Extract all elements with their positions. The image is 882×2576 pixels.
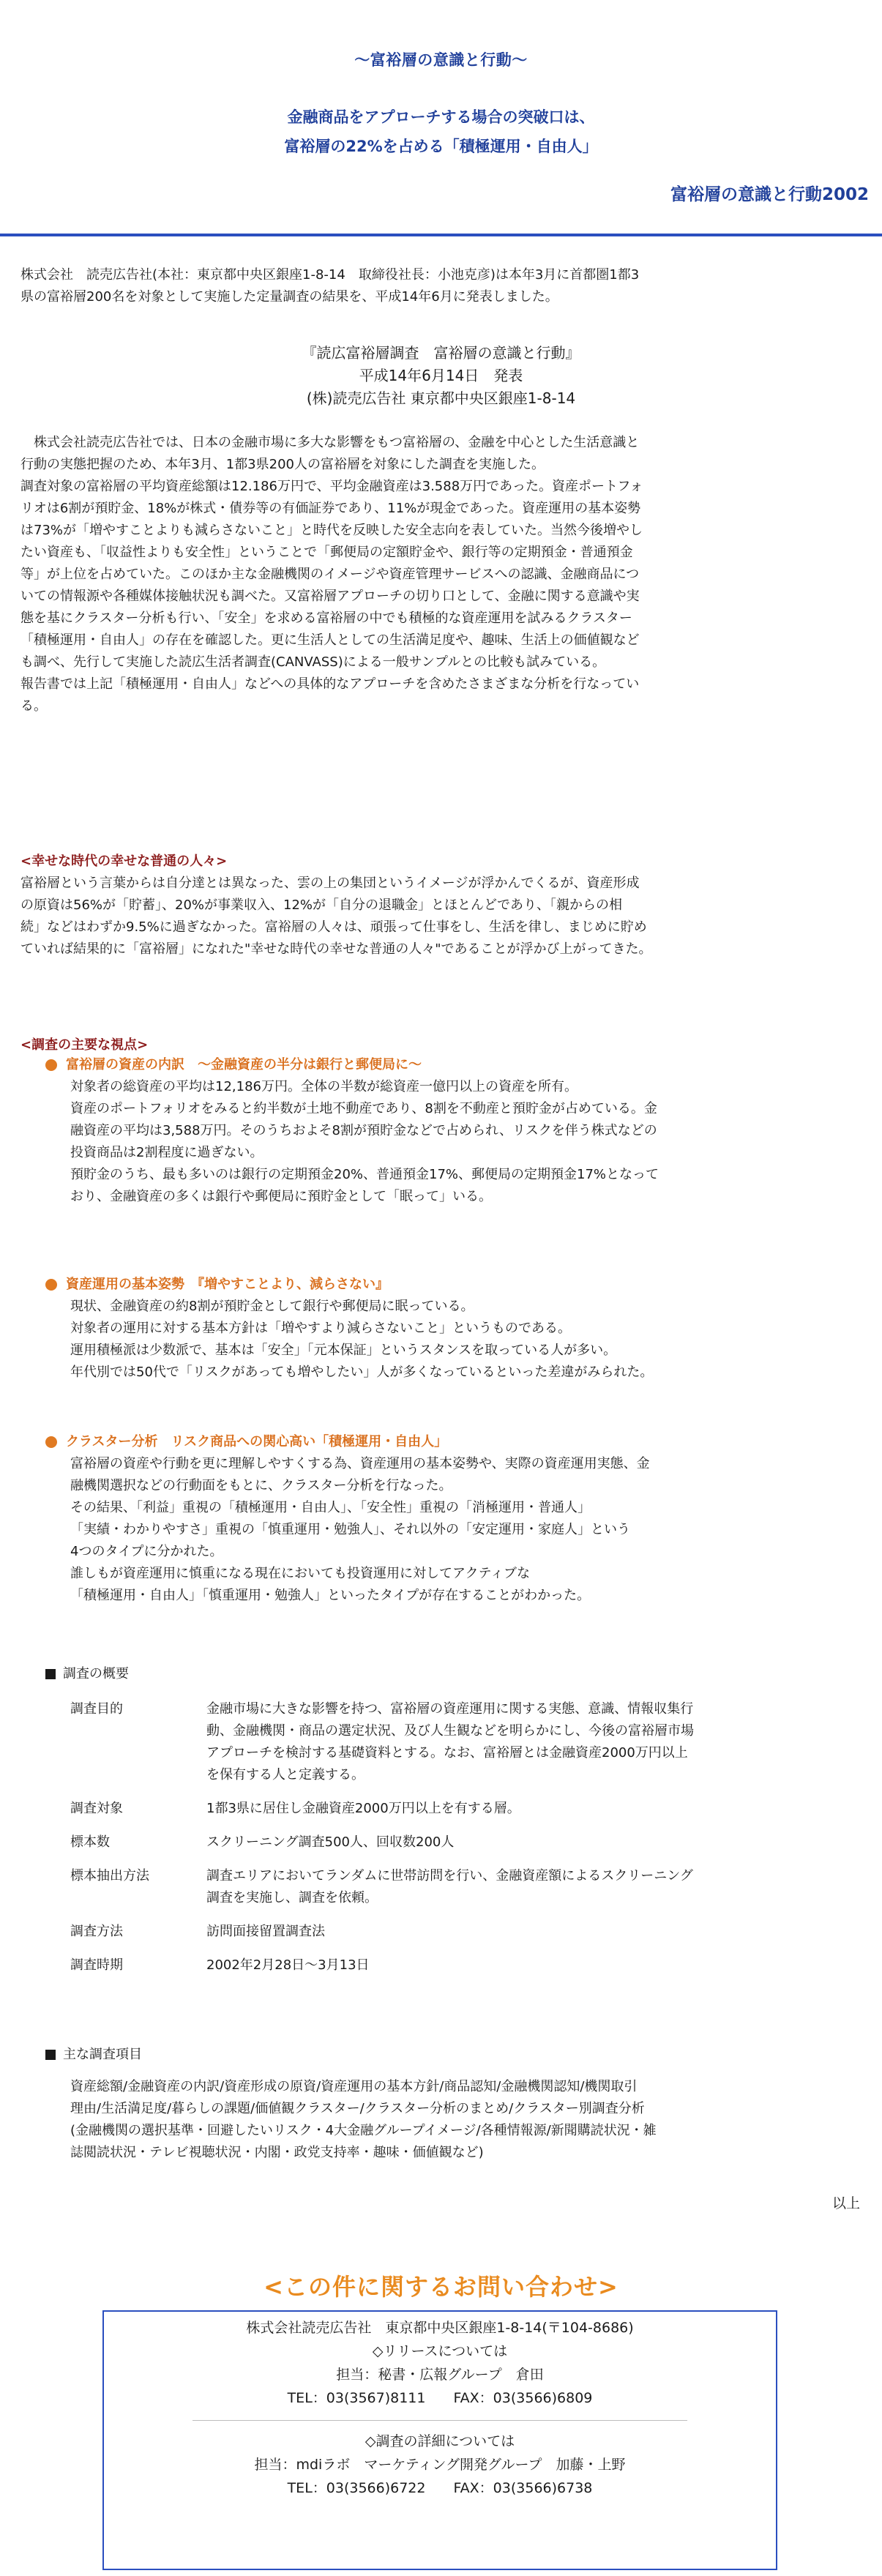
- items-heading: [45, 2044, 858, 2066]
- paragraph-line: 運用積極派は少数派で、基本は「安全」「元本保証」というスタンスを取っている人が多い。: [70, 1343, 617, 1358]
- headline-line-2: 富裕層の22%を占める「積極運用・自由人」: [284, 138, 598, 155]
- paragraph-line: 投資商品は2割程度に過ぎない。: [70, 1145, 264, 1160]
- paragraph-line: 誌閲読状況・テレビ視聴状況・内閣・政党支持率・趣味・価値観など): [70, 2145, 484, 2160]
- summary-row: [70, 1955, 858, 1976]
- viewpoint-title: [45, 1431, 858, 1453]
- contact-company: 株式会社読売広告社 東京都中央区銀座1-8-14(〒104-8686): [246, 2320, 634, 2336]
- paragraph-line: 報告書では上記「積極運用・自由人」などへの具体的なアプローチを含めたさまざまな分析を行なってい: [20, 676, 640, 692]
- paragraph-line: 理由/生活満足度/暮らしの課題/価値観クラスター/クラスター分析のまとめ/クラスター別調査分析: [70, 2101, 645, 2116]
- summary-label: 調査時期: [70, 1957, 123, 1973]
- paragraph-line: の原資は56%が「貯蓄」、20%が事業収入、12%が「自分の退職金」とほとんどであり、「親からの相: [20, 897, 623, 913]
- main-paragraph: [20, 432, 862, 717]
- paragraph-line: ていれば結果的に「富裕層」になれた"幸せな時代の幸せな普通の人々"であることが浮かび上がってきた。: [20, 941, 652, 957]
- paragraph-line: たい資産も、「収益性よりも安全性」ということで「郵便局の定額貯金や、銀行等の定期預金・普通預金: [20, 545, 633, 560]
- summary-value-line: 動、金融機関・商品の選定状況、及び人生観などを明らかにし、今後の富裕層市場: [206, 1723, 694, 1739]
- paragraph-line: は73%が「増やすことよりも減らさないこと」と時代を反映した安全志向を表していた。当然今後増やし: [20, 523, 643, 538]
- items-text: [70, 2076, 858, 2164]
- summary-row: [70, 1865, 858, 1909]
- release-title: 『読広富裕層調査 富裕層の意識と行動』: [302, 344, 580, 362]
- survey-items: [45, 2044, 858, 2164]
- closing-mark: 以上: [831, 2195, 860, 2211]
- summary-value-line: 調査を実施し、調査を依頼。: [206, 1890, 378, 1905]
- summary-value: [206, 1832, 858, 1853]
- bullet-dot-icon: [45, 1059, 57, 1071]
- viewpoint-title: [45, 1274, 858, 1296]
- square-bullet-icon: [45, 2050, 56, 2060]
- contact-release-tel: TEL：03(3567)8111 FAX：03(3566)6809: [287, 2390, 593, 2406]
- summary-value-line: 金融市場に大きな影響を持つ、富裕層の資産運用に関する実態、意識、情報収集行: [206, 1701, 694, 1717]
- headline-line-1: 金融商品をアプローチする場合の突破口は、: [287, 108, 595, 126]
- viewpoint-assets: [45, 1054, 858, 1208]
- viewpoint-title: [45, 1054, 858, 1076]
- summary-row: [70, 1832, 858, 1853]
- paragraph-line: 融資産の平均は3,588万円。そのうちおよそ8割が預貯金などで占められ、リスクを伴う株式などの: [70, 1123, 657, 1138]
- summary-label: 標本抽出方法: [70, 1868, 149, 1884]
- summary-value-line: 調査エリアにおいてランダムに世帯訪問を行い、金融資産額によるスクリーニング: [206, 1868, 693, 1884]
- summary-value-line: 訪問面接留置調査法: [206, 1924, 325, 1939]
- viewpoint-body: [45, 1296, 858, 1384]
- bullet-dot-icon: [45, 1279, 57, 1291]
- paragraph-line: 誰しもが資産運用に慎重になる現在においても投資運用に対してアクティブな: [70, 1566, 531, 1581]
- paragraph-line: 現状、金融資産の約8割が預貯金として銀行や郵便局に眠っている。: [70, 1299, 474, 1314]
- square-bullet-icon: [45, 1669, 56, 1679]
- paragraph-line: 株式会社読売広告社では、日本の金融市場に多大な影響をもつ富裕層の、金融を中心とした生活意識と: [20, 435, 640, 450]
- paragraph-line: 対象者の運用に対する基本方針は「増やすより減らさないこと」というものである。: [70, 1321, 571, 1336]
- paragraph-line: 富裕層の資産や行動を更に理解しやすくする為、資産運用の基本姿勢や、実際の資産運用実態、金: [70, 1456, 650, 1471]
- paragraph-line: 資産のポートフォリオをみると約半数が土地不動産であり、8割を不動産と預貯金が占めている。金: [70, 1101, 657, 1116]
- viewpoint-cluster: [45, 1431, 858, 1607]
- summary-heading-text: 調査の概要: [63, 1666, 129, 1681]
- intro-line: 県の富裕層200名を対象として実施した定量調査の結果を、平成14年6月に発表しました。: [20, 289, 558, 305]
- bullet-dot-icon: [45, 1436, 57, 1448]
- report-title: 富裕層の意識と行動2002: [670, 185, 869, 204]
- contact-detail-tel: TEL：03(3566)6722 FAX：03(3566)6738: [287, 2480, 593, 2496]
- summary-label: 調査目的: [70, 1701, 123, 1717]
- section-heading-happy-people: <幸せな時代の幸せな普通の人々>: [20, 854, 228, 869]
- kicker-title: 〜富裕層の意識と行動〜: [354, 51, 528, 69]
- contact-inner: [104, 2312, 776, 2500]
- summary-table: [70, 1698, 858, 1976]
- paragraph-line: 等」が上位を占めていた。このほか主な金融機関のイメージや資産管理サービスへの認識、金融商品につ: [20, 567, 640, 582]
- paragraph-line: 行動の実態把握のため、本年3月、1都3県200人の富裕層を対象にした調査を実施した。: [20, 457, 545, 472]
- contact-detail-head: ◇調査の詳細については: [365, 2433, 515, 2449]
- viewpoint-title-text: 富裕層の資産の内訳 〜金融資産の半分は銀行と郵便局に〜: [66, 1057, 422, 1072]
- intro-line: 株式会社 読売広告社(本社：東京都中央区銀座1-8-14 取締役社長：小池克彦)は本年3月に首都圏1都3: [20, 267, 640, 283]
- summary-row: [70, 1698, 858, 1786]
- paragraph-line: リオは6割が預貯金、18%が株式・債券等の有価証券であり、11%が現金であった。資産運用の基本姿勢: [20, 501, 641, 516]
- viewpoint-title-text: 資産運用の基本姿勢 『増やすことより、減らさない』: [66, 1277, 389, 1292]
- summary-label: 調査方法: [70, 1924, 123, 1939]
- paragraph-line: 対象者の総資産の平均は12,186万円。全体の半数が総資産一億円以上の資産を所有。: [70, 1079, 578, 1094]
- summary-value: [206, 1865, 858, 1909]
- summary-value-line: アプローチを検討する基礎資料とする。なお、富裕層とは金融資産2000万円以上: [206, 1745, 688, 1761]
- contact-title: <この件に関するお問い合わせ>: [264, 2273, 618, 2301]
- contact-detail-person: 担当：mdiラボ マーケティング開発グループ 加藤・上野: [254, 2457, 626, 2473]
- paragraph-line: 態を基にクラスター分析も行い、「安全」を求める富裕層の中でも積極的な資産運用を試みるクラスター: [20, 611, 632, 626]
- items-heading-text: 主な調査項目: [63, 2047, 142, 2062]
- summary-row: [70, 1798, 858, 1820]
- paragraph-line: 調査対象の富裕層の平均資産総額は12.186万円で、平均金融資産は3.588万円であった。資産ポートフォ: [20, 479, 643, 494]
- paragraph-line: 続」などはわずか9.5%に過ぎなかった。富裕層の人々は、頑張って仕事をし、生活を律し、まじめに貯め: [20, 919, 647, 935]
- summary-value: [206, 1698, 858, 1786]
- paragraph-line: おり、金融資産の多くは銀行や郵便局に預貯金として「眠って」いる。: [70, 1189, 492, 1204]
- paragraph-line: (金融機関の選択基準・回避したいリスク・4大金融グループイメージ/各種情報源/新聞購読状況・雑: [70, 2123, 657, 2138]
- paragraph-line: 年代別では50代で「リスクがあっても増やしたい」人が多くなっているといった差違がみられた。: [70, 1364, 654, 1380]
- summary-value-line: 2002年2月28日〜3月13日: [206, 1957, 370, 1973]
- summary-value-line: スクリーニング調査500人、回収数200人: [206, 1834, 455, 1850]
- release-date: 平成14年6月14日 発表: [359, 367, 523, 384]
- intro-paragraph: [20, 264, 862, 308]
- contact-box: [102, 2310, 777, 2570]
- paragraph-line: 預貯金のうち、最も多いのは銀行の定期預金20%、普通預金17%、郵便局の定期預金17%となって: [70, 1167, 659, 1182]
- paragraph-line: る。: [20, 698, 47, 714]
- summary-value: [206, 1921, 858, 1943]
- summary-value: [206, 1798, 858, 1820]
- paragraph-line: 資産総額/金融資産の内訳/資産形成の原資/資産運用の基本方針/商品認知/金融機関認知/機関取引: [70, 2079, 638, 2094]
- viewpoint-body: [45, 1076, 858, 1208]
- summary-label: 調査対象: [70, 1801, 123, 1816]
- paragraph-line: 「実績・わかりやすさ」重視の「慎重運用・勉強人」、それ以外の「安定運用・家庭人」という: [70, 1522, 630, 1537]
- paragraph-line: 富裕層という言葉からは自分達とは異なった、雲の上の集団というイメージが浮かんでくるが、資産形成: [20, 876, 640, 891]
- paragraph-line: いての情報源や各種媒体接触状況も調べた。又富裕層アプローチの切り口として、金融に関する意識や実: [20, 589, 640, 604]
- summary-value-line: 1都3県に居住し金融資産2000万円以上を有する層。: [206, 1801, 520, 1816]
- release-info: [0, 342, 882, 410]
- section-happy-people-text: [20, 873, 862, 960]
- paragraph-line: 「積極運用・自由人」の存在を確認した。更に生活人としての生活満足度や、趣味、生活上の価値観など: [20, 632, 640, 648]
- contact-release-head: ◇リリースについては: [372, 2343, 508, 2359]
- paragraph-line: も調べ、先行して実施した読広生活者調査(CANVASS)による一般サンプルとの比較も試みている。: [20, 654, 606, 670]
- contact-release-person: 担当：秘書・広報グループ 倉田: [336, 2367, 544, 2383]
- summary-value: [206, 1955, 858, 1976]
- paragraph-line: 「積極運用・自由人」「慎重運用・勉強人」といったタイプが存在することがわかった。: [70, 1588, 591, 1603]
- paragraph-line: 4つのタイプに分かれた。: [70, 1544, 223, 1559]
- summary-label: 標本数: [70, 1834, 110, 1850]
- survey-summary: [45, 1663, 858, 1988]
- header-divider: [0, 234, 882, 236]
- summary-value-line: を保有する人と定義する。: [206, 1767, 365, 1782]
- summary-row: [70, 1921, 858, 1943]
- contact-divider: [193, 2420, 687, 2421]
- viewpoint-body: [45, 1453, 858, 1607]
- section-heading-viewpoints: <調査の主要な視点>: [20, 1037, 149, 1053]
- viewpoint-stance: [45, 1274, 858, 1384]
- release-company: (株)読売広告社 東京都中央区銀座1-8-14: [306, 389, 576, 407]
- summary-heading: [45, 1663, 858, 1685]
- paragraph-line: その結果、「利益」重視の「積極運用・自由人」、「安全性」重視の「消極運用・普通人」: [70, 1500, 591, 1515]
- viewpoint-title-text: クラスター分析 リスク商品への関心高い「積極運用・自由人」: [66, 1434, 448, 1449]
- paragraph-line: 融機関選択などの行動面をもとに、クラスター分析を行なった。: [70, 1478, 452, 1493]
- headline: [0, 102, 882, 161]
